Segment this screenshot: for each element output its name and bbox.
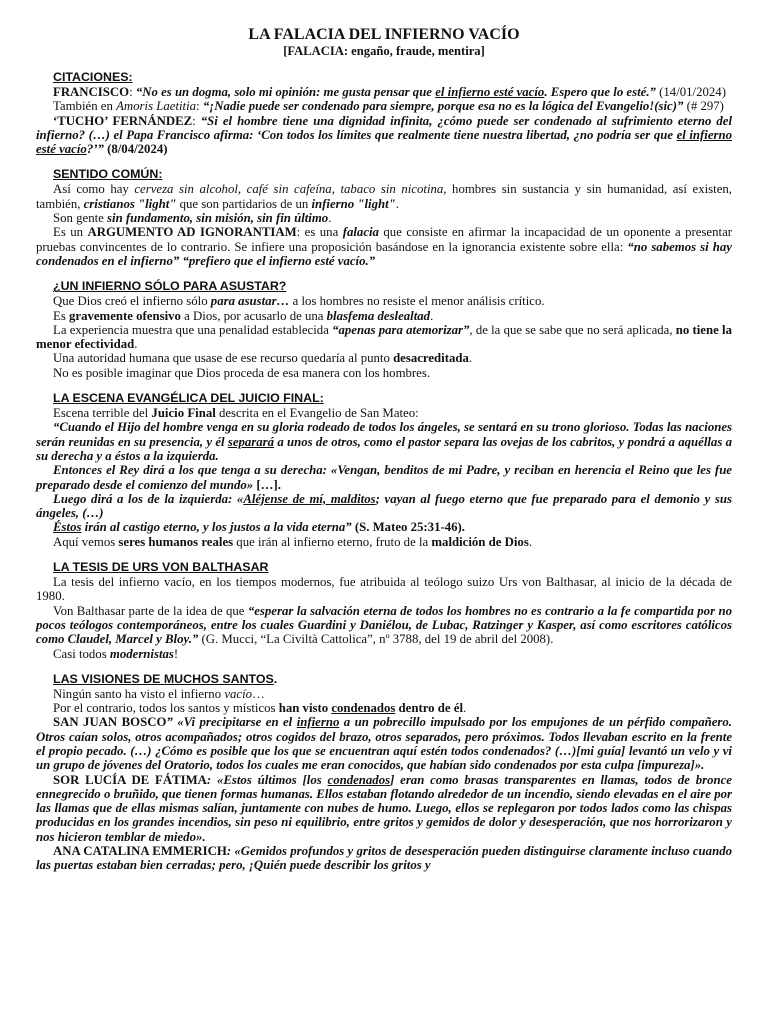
document-body xyxy=(36,70,732,873)
paragraph: Que Dios creó el infierno sólo para asustar… a los hombres no resiste el menor análisis crítico. xyxy=(53,294,545,309)
section-heading: LAS VISIONES DE MUCHOS SANTOS. xyxy=(53,671,278,686)
paragraph: Entonces el Rey dirá a los que tenga a su derecha: «Vengan, benditos de mi Padre, y reciban en herencia el Reino que les fue preparado desde el comienzo del mundo» […]. xyxy=(36,463,732,492)
page-title: LA FALACIA DEL INFIERNO VACÍO xyxy=(248,26,520,43)
paragraph: Éstos irán al castigo eterno, y los justos a la vida eterna” (S. Mateo 25:31-46). xyxy=(53,520,465,535)
paragraph: No es posible imaginar que Dios proceda de esa manera con los hombres. xyxy=(53,365,431,380)
document xyxy=(36,0,732,873)
section-juicio-final xyxy=(36,391,732,549)
paragraph: Ningún santo ha visto el infierno vacío… xyxy=(53,686,265,701)
paragraph: Aquí vemos seres humanos reales que irán al infierno eterno, fruto de la maldición de Dios. xyxy=(53,534,533,549)
paragraph: Una autoridad humana que usase de ese recurso quedaría al punto desacreditada. xyxy=(53,351,473,366)
section-heading: LA TESIS DE URS VON BALTHASAR xyxy=(53,560,269,575)
paragraph: ANA CATALINA EMMERICH: «Gemidos profundos y gritos de desesperación pueden distinguirse claramente incluso cuando las puertas estaban bien cerradas; pero, ¡Quién puede describir los gritos y xyxy=(36,844,732,873)
paragraph: SOR LUCÍA DE FÁTIMA: «Estos últimos [los condenados] eran como brasas transparentes en llamas, todos de bronce ennegrecido o bruñido, que tienen formas humanas. Ellos estaban flotando alrededor de un incendio, siendo elevadas en el aire por las llamas que de ellas mismas salían, juntamente con nubes de humo. Luego, ellos se replegaron por todos lados como las chispas producidas en los grandes incendios, sin peso ni equilibrio, entre gritos y gemidos de dolor y desesperación, que nos horrorizaron y nos hicieron temblar de miedo». xyxy=(36,772,732,844)
paragraph: “Cuando el Hijo del hombre venga en su gloria rodeado de todos los ángeles, se sentará en su trono glorioso. Todas las naciones serán reunidas en su presencia, y él separará a unos de otros, como el pastor separa las ovejas de los cabritos, y pondrá a aquéllas a su derecha y a éstos a la izquierda. xyxy=(36,420,732,463)
paragraph: Es un ARGUMENTO AD IGNORANTIAM: es una falacia que consiste en afirmar la incapacidad de un oponente a presentar pruebas convincentes de lo contrario. Se infiere una proposición basándose en la ignorancia existente sobre ella: “no sabemos si hay condenados en el infierno” “prefiero que el infierno esté vacío.” xyxy=(36,225,733,268)
paragraph: Son gente sin fundamento, sin misión, sin fin último. xyxy=(53,211,332,226)
section-visiones-santos xyxy=(36,672,732,873)
section-sentido-comun xyxy=(36,167,732,268)
paragraph: Así como hay cerveza sin alcohol, café sin cafeína, tabaco sin nicotina, hombres sin sustancia y sin humanidad, así existen, también, cristianos "light" que son partidarios de un infierno "light". xyxy=(36,182,732,211)
paragraph: Von Balthasar parte de la idea de que “esperar la salvación eterna de todos los hombres no es contrario a la fe compartida por no pocos teólogos contemporáneos, entre los cuales Guardini y Daniélou, de Lubac, Ratzinger y Kasper, así como escritores católicos como Claudel, Marcel y Bloy.” (G. Mucci, “La Civiltà Cattolica”, nº 3788, del 19 de abril del 2008). xyxy=(36,603,732,647)
paragraph: ‘TUCHO’ FERNÁNDEZ: “Si el hombre tiene una dignidad infinita, ¿cómo puede ser condenado al sufrimiento eterno del infierno? (…) el Papa Francisco afirma: ‘Con todos los límites que realmente tiene nuestra libertad, ¿no podría ser que el infierno esté vacío?’” (8/04/2024) xyxy=(36,113,732,157)
paragraph: FRANCISCO: “No es un dogma, solo mi opinión: me gusta pensar que el infierno esté vacío. Espero que lo esté.” (14/01/2024) xyxy=(53,85,726,99)
paragraph: Luego dirá a los de la izquierda: «Aléjense de mí, malditos; vayan al fuego eterno que fue preparado para el demonio y sus ángeles, (…) xyxy=(36,491,732,521)
paragraph: Casi todos modernistas! xyxy=(53,646,179,661)
paragraph: También en Amoris Laetitia: “¡Nadie puede ser condenado para siempre, porque esa no es la lógica del Evangelio!(sic)” (# 297) xyxy=(53,99,724,114)
paragraph: SAN JUAN BOSCO” «Vi precipitarse en el infierno a un pobrecillo impulsado por los empujones de un pérfido compañero. Otros caían solos, otros acompañados; otros cogidos del brazo, otros separados, pero próximos. Todos llevaban escrito en la frente el propio pecado. (…) ¿Cómo es posible que los que se encuentran aquí estén todos condenados? (…)[mi guía] levantó un velo y vi un grupo de jóvenes del Oratorio, todos los cuales me eran conocidos, que habían sido condenados por esta culpa [impureza]». xyxy=(36,715,732,773)
paragraph: La experiencia muestra que una penalidad establecida “apenas para atemorizar”, de la que se sabe que no será aplicada, no tiene la menor efectividad. xyxy=(36,322,732,352)
section-citaciones xyxy=(36,70,732,156)
section-von-balthasar xyxy=(36,560,732,661)
section-infierno-asustar xyxy=(36,279,732,380)
page-subtitle: [FALACIA: engaño, fraude, mentira] xyxy=(283,44,485,58)
section-heading: SENTIDO COMÚN: xyxy=(53,167,163,182)
paragraph: Por el contrario, todos los santos y místicos han visto condenados dentro de él. xyxy=(53,701,467,716)
paragraph: Escena terrible del Juicio Final descrita en el Evangelio de San Mateo: xyxy=(53,406,419,421)
paragraph: La tesis del infierno vacío, en los tiempos modernos, fue atribuida al teólogo suizo Urs von Balthasar, al inicio de la década de 1980. xyxy=(36,575,732,604)
section-heading: LA ESCENA EVANGÉLICA DEL JUICIO FINAL: xyxy=(53,391,324,406)
section-heading: CITACIONES: xyxy=(53,70,133,84)
paragraph: Es gravemente ofensivo a Dios, por acusarlo de una blasfema deslealtad. xyxy=(53,308,434,323)
section-heading: ¿UN INFIERNO SÓLO PARA ASUSTAR? xyxy=(53,279,287,294)
